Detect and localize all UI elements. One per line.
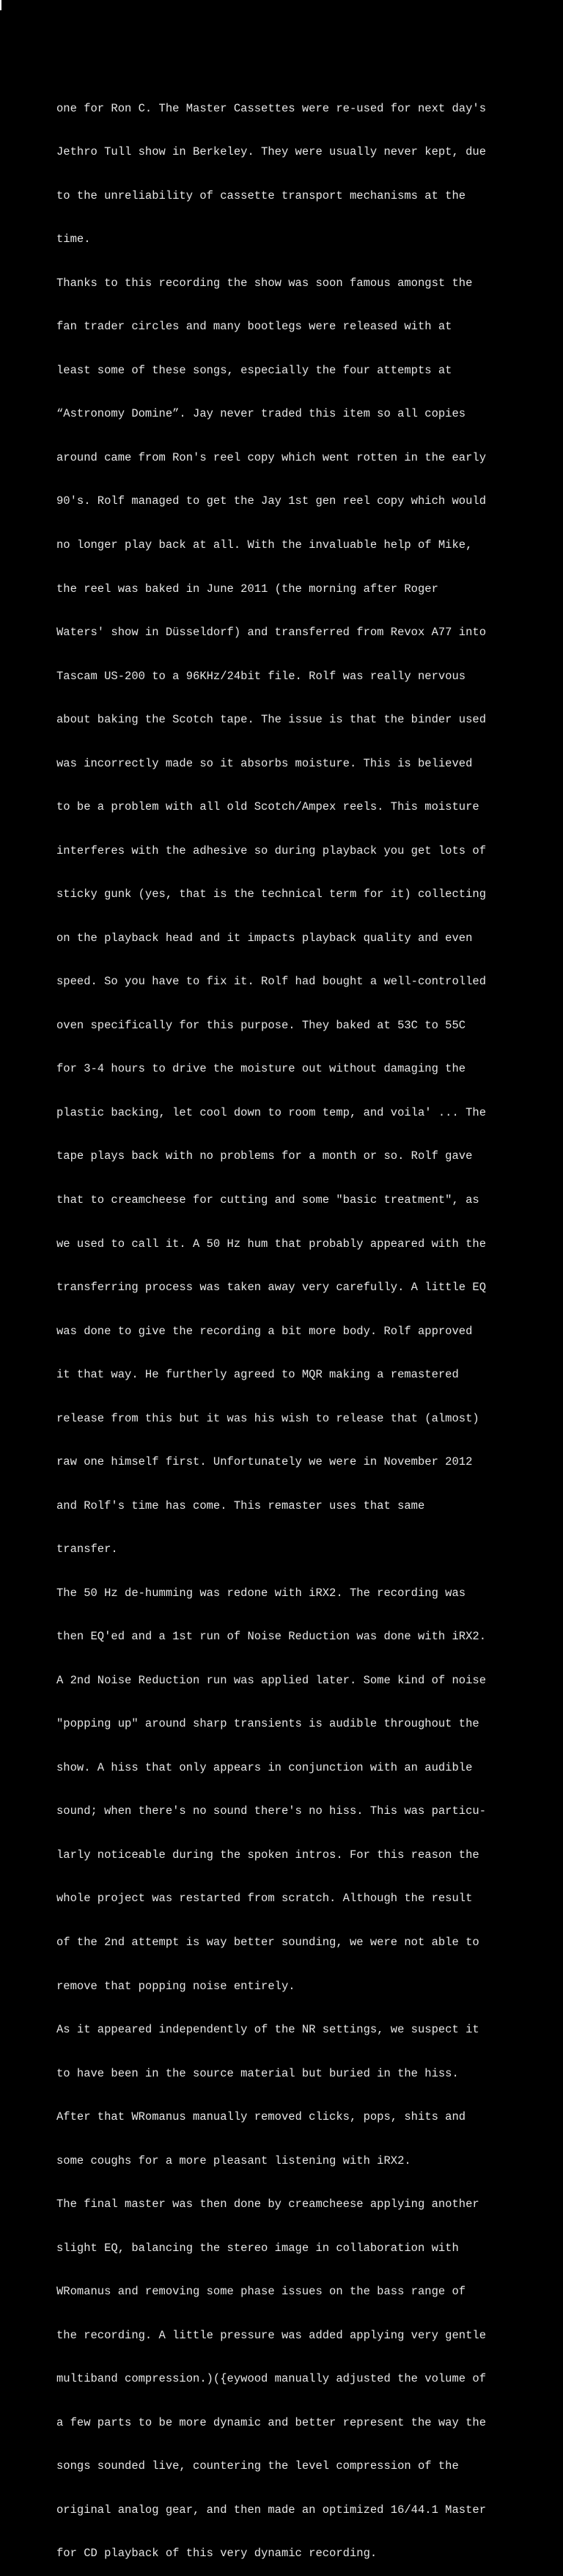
text-line-13: Waters' show in Düsseldorf) and transferred from Revox A77 into <box>56 626 486 640</box>
text-line-42: whole project was restarted from scratch. Although the result <box>56 1892 473 1906</box>
text-line-32: raw one himself first. Unfortunately we were in November 2012 <box>56 1455 473 1469</box>
text-line-34: transfer. <box>56 1543 118 1556</box>
text-line-25: tape plays back with no problems for a month or so. Rolf gave <box>56 1149 473 1163</box>
text-line-26: that to creamcheese for cutting and some "basic treatment", as <box>56 1193 479 1207</box>
text-line-48: some coughs for a more pleasant listening with iRX2. <box>56 2154 411 2167</box>
text-line-9: around came from Ron's reel copy which went rotten in the early <box>56 450 486 464</box>
text-line-28: transferring process was taken away very carefully. A little EQ <box>56 1281 486 1295</box>
text-line-43: of the 2nd attempt is way better sounding, we were not able to <box>56 1936 479 1949</box>
text-line-6: fan trader circles and many bootlegs were released with at <box>56 320 452 334</box>
text-line-51: WRomanus and removing some phase issues on the bass range of <box>56 2285 466 2299</box>
text-line-11: no longer play back at all. With the invaluable help of Mike, <box>56 538 473 552</box>
text-line-12: the reel was baked in June 2011 (the morning after Roger <box>56 582 438 596</box>
text-line-52: the recording. A little pressure was added applying very gentle <box>56 2328 486 2342</box>
text-line-46: to have been in the source material but buried in the hiss. <box>56 2066 459 2080</box>
text-line-40: sound; when there's no sound there's no hiss. This was particu- <box>56 1804 486 1818</box>
text-line-15: about baking the Scotch tape. The issue is that the binder used <box>56 713 486 727</box>
text-line-23: for 3-4 hours to drive the moisture out without damaging the <box>56 1062 466 1076</box>
text-line-54: a few parts to be more dynamic and better represent the way the <box>56 2415 486 2429</box>
text-line-39: show. A hiss that only appears in conjunction with an audible <box>56 1760 473 1774</box>
text-line-4: time. <box>56 233 91 246</box>
text-line-53: multiband compression.)({eywood manually adjusted the volume of <box>56 2372 486 2386</box>
text-line-8: “Astronomy Domine”. Jay never traded this item so all copies <box>56 407 466 421</box>
text-line-41: larly noticeable during the spoken intros. For this reason the <box>56 1848 479 1862</box>
text-line-19: sticky gunk (yes, that is the technical term for it) collecting <box>56 888 486 901</box>
text-line-16: was incorrectly made so it absorbs moisture. This is believed <box>56 756 473 770</box>
text-line-2: Jethro Tull show in Berkeley. They were usually never kept, due <box>56 145 486 159</box>
text-line-50: slight EQ, balancing the stereo image in collaboration with <box>56 2241 459 2255</box>
text-line-5: Thanks to this recording the show was soon famous amongst the <box>56 276 473 290</box>
text-line-56: original analog gear, and then made an optimized 16/44.1 Master <box>56 2503 486 2517</box>
text-line-29: was done to give the recording a bit more body. Rolf approved <box>56 1324 473 1338</box>
text-line-20: on the playback head and it impacts playback quality and even <box>56 931 473 945</box>
text-line-55: songs sounded live, countering the level compression of the <box>56 2459 459 2473</box>
text-line-38: "popping up" around sharp transients is audible throughout the <box>56 1717 479 1731</box>
document-text-block <box>56 73 526 2576</box>
text-line-27: we used to call it. A 50 Hz hum that probably appeared with the <box>56 1237 486 1251</box>
text-line-14: Tascam US-200 to a 96KHz/24bit file. Rolf was really nervous <box>56 669 466 683</box>
text-line-1: one for Ron C. The Master Cassettes were re-used for next day's <box>56 101 486 115</box>
text-line-36: then EQ'ed and a 1st run of Noise Reduction was done with iRX2. <box>56 1630 486 1644</box>
corner-mark <box>0 0 1 10</box>
text-line-30: it that way. He furtherly agreed to MQR making a remastered <box>56 1368 459 1382</box>
text-line-44: remove that popping noise entirely. <box>56 1979 295 1993</box>
text-line-35: The 50 Hz de-humming was redone with iRX2. The recording was <box>56 1586 466 1600</box>
text-line-31: release from this but it was his wish to release that (almost) <box>56 1411 479 1425</box>
text-line-47: After that WRomanus manually removed clicks, pops, shits and <box>56 2110 466 2124</box>
text-line-33: and Rolf's time has come. This remaster uses that same <box>56 1499 425 1512</box>
text-line-7: least some of these songs, especially the four attempts at <box>56 363 452 377</box>
text-line-10: 90's. Rolf managed to get the Jay 1st gen reel copy which would <box>56 494 486 508</box>
text-line-3: to the unreliability of cassette transport mechanisms at the <box>56 189 466 202</box>
text-line-17: to be a problem with all old Scotch/Ampex reels. This moisture <box>56 800 479 814</box>
text-line-45: As it appeared independently of the NR settings, we suspect it <box>56 2023 479 2037</box>
text-line-57: for CD playback of this very dynamic recording. <box>56 2547 378 2561</box>
text-line-22: oven specifically for this purpose. They baked at 53C to 55C <box>56 1018 466 1032</box>
text-line-37: A 2nd Noise Reduction run was applied later. Some kind of noise <box>56 1673 486 1687</box>
text-line-24: plastic backing, let cool down to room temp, and voila' ... The <box>56 1105 486 1119</box>
text-line-49: The final master was then done by creamcheese applying another <box>56 2198 479 2211</box>
text-line-21: speed. So you have to fix it. Rolf had bought a well-controlled <box>56 975 486 989</box>
text-line-18: interferes with the adhesive so during playback you get lots of <box>56 844 486 857</box>
